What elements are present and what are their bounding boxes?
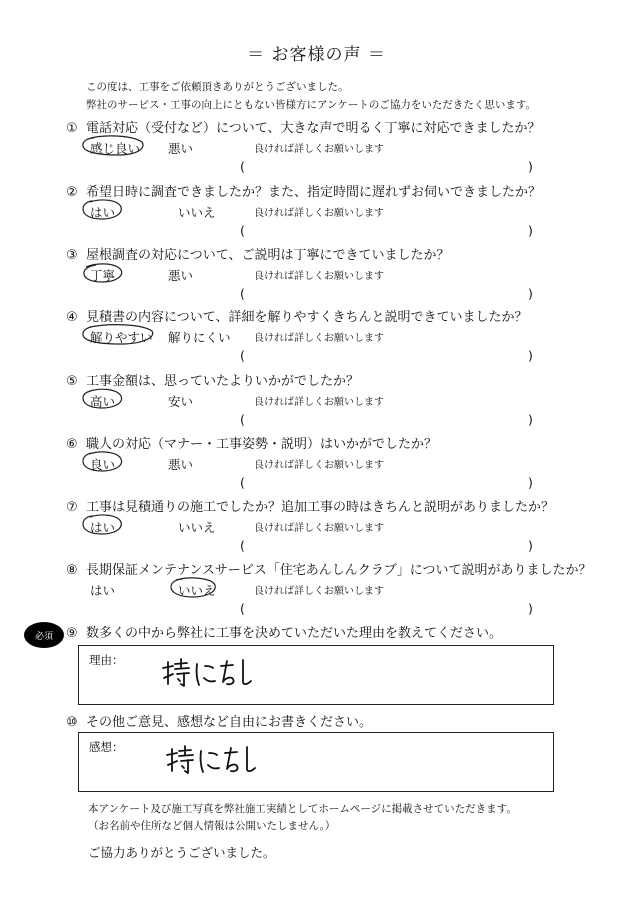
option-a[interactable]: 高い <box>90 394 116 409</box>
comment-field[interactable] <box>66 223 566 239</box>
paren-close: ) <box>528 475 533 490</box>
question-10 <box>66 711 372 730</box>
question-9 <box>66 622 502 641</box>
comment-field[interactable] <box>66 159 566 175</box>
question-text <box>66 181 566 200</box>
comment-field[interactable] <box>66 286 566 302</box>
options-row <box>66 581 566 597</box>
option-b[interactable]: いいえ <box>178 583 216 598</box>
paren-open: ( <box>240 601 245 616</box>
paren-open: ( <box>240 348 245 363</box>
paren-open: ( <box>240 412 245 427</box>
paren-open: ( <box>240 286 245 301</box>
question-text <box>66 370 566 389</box>
question-4 <box>66 306 566 364</box>
paren-close: ) <box>528 538 533 553</box>
paren-close: ) <box>528 601 533 616</box>
detail-hint: 良ければ詳しくお願いします <box>254 208 384 219</box>
comment-field[interactable] <box>66 475 566 491</box>
question-number: ② <box>66 185 78 200</box>
question-number: ① <box>66 121 78 136</box>
option-b[interactable]: 悪い <box>168 268 194 283</box>
options-row <box>66 518 566 534</box>
question-7 <box>66 496 566 554</box>
detail-hint: 良ければ詳しくお願いします <box>254 333 384 344</box>
impression-answer-box[interactable] <box>78 732 554 792</box>
intro-line-2: 弊社のサービス・工事の向上にともない皆様方にアンケートのご協力をいただきたく思います。 <box>86 99 537 111</box>
option-a[interactable]: 感じ良い <box>90 141 141 156</box>
question-6 <box>66 433 566 491</box>
question-text <box>66 496 566 515</box>
question-2 <box>66 181 566 239</box>
option-a[interactable]: はい <box>90 520 116 535</box>
option-b[interactable]: 安い <box>168 394 194 409</box>
paren-close: ) <box>528 286 533 301</box>
options-row <box>66 455 566 471</box>
detail-hint: 良ければ詳しくお願いします <box>254 523 384 534</box>
handwritten-answer <box>163 741 263 781</box>
option-b[interactable]: 解りにくい <box>168 330 231 345</box>
comment-field[interactable] <box>66 601 566 617</box>
question-3 <box>66 244 566 302</box>
question-5 <box>66 370 566 428</box>
options-row <box>66 328 566 344</box>
comment-field[interactable] <box>66 538 566 554</box>
impression-label: 感想： <box>89 740 124 754</box>
option-b[interactable]: いいえ <box>178 520 216 535</box>
question-text <box>66 117 566 136</box>
paren-open: ( <box>240 475 245 490</box>
option-b[interactable]: 悪い <box>168 457 194 472</box>
thanks-message: ご協力ありがとうございました。 <box>88 845 276 860</box>
options-row <box>66 266 566 282</box>
required-badge: 必須 <box>24 622 64 648</box>
comment-field[interactable] <box>66 412 566 428</box>
question-label: 工事金額は、思っていたよりいかがでしたか？ <box>86 374 360 389</box>
option-a[interactable]: 解りやすい <box>90 330 153 345</box>
question-text <box>66 244 566 263</box>
option-a[interactable]: はい <box>90 583 116 598</box>
question-label: 電話対応（受付など）について、大きな声で明るく丁寧に対応できましたか？ <box>86 121 541 136</box>
question-label: 屋根調査の対応について、ご説明は丁寧にできていましたか？ <box>86 248 450 263</box>
question-label: 見積書の内容について、詳細を解りやすくきちんと説明できていましたか？ <box>86 310 528 325</box>
paren-close: ) <box>528 159 533 174</box>
question-label: 数多くの中から弊社に工事を決めていただいた理由を教えてください。 <box>86 626 503 641</box>
comment-field[interactable] <box>66 348 566 364</box>
question-number: ⑦ <box>66 500 78 515</box>
question-number: ④ <box>66 310 78 325</box>
detail-hint: 良ければ詳しくお願いします <box>254 460 384 471</box>
footer-note-2: （お名前や住所など個人情報は公開いたしません。） <box>88 820 336 832</box>
detail-hint: 良ければ詳しくお願いします <box>254 271 384 282</box>
question-number: ⑥ <box>66 437 78 452</box>
question-number: ⑩ <box>66 715 78 730</box>
question-label: 希望日時に調査できましたか？また、指定時間に遅れずお伺いできましたか？ <box>86 185 542 200</box>
paren-close: ) <box>528 223 533 238</box>
paren-open: ( <box>240 223 245 238</box>
question-text <box>66 559 592 578</box>
question-label: その他ご意見、感想など自由にお書きください。 <box>86 715 373 730</box>
options-row <box>66 203 566 219</box>
detail-hint: 良ければ詳しくお願いします <box>254 397 384 408</box>
detail-hint: 良ければ詳しくお願いします <box>254 144 384 155</box>
question-number: ③ <box>66 248 78 263</box>
options-row <box>66 139 566 155</box>
question-label: 職人の対応（マナー・工事姿勢・説明）はいかがでしたか？ <box>86 437 438 452</box>
question-1 <box>66 117 566 175</box>
question-label: 工事は見積通りの施工でしたか？追加工事の時はきちんと説明がありましたか？ <box>86 500 555 515</box>
question-text <box>66 306 566 325</box>
option-b[interactable]: 悪い <box>168 141 194 156</box>
option-a[interactable]: はい <box>90 205 116 220</box>
question-number: ⑨ <box>66 626 78 641</box>
question-label: 長期保証メンテナンスサービス「住宅あんしんクラブ」について説明がありましたか？ <box>86 563 592 578</box>
reason-answer-box[interactable] <box>78 645 554 705</box>
handwritten-answer <box>159 654 259 694</box>
intro-line-1: この度は、工事をご依頼頂きありがとうございました。 <box>86 81 349 93</box>
question-number: ⑧ <box>66 563 78 578</box>
option-a[interactable]: 良い <box>90 457 116 472</box>
reason-label: 理由： <box>89 653 124 667</box>
question-number: ⑤ <box>66 374 78 389</box>
page-title: ＝ お客様の声 ＝ <box>247 45 386 65</box>
option-b[interactable]: いいえ <box>178 205 216 220</box>
paren-close: ) <box>528 348 533 363</box>
question-text <box>66 433 566 452</box>
detail-hint: 良ければ詳しくお願いします <box>254 586 384 597</box>
question-8 <box>66 559 592 617</box>
footer-note-1: 本アンケート及び施工写真を弊社施工実績としてホームページに掲載させていただきます。 <box>88 803 517 815</box>
paren-open: ( <box>240 159 245 174</box>
option-a[interactable]: 丁寧 <box>90 268 116 283</box>
paren-open: ( <box>240 538 245 553</box>
options-row <box>66 392 566 408</box>
paren-close: ) <box>528 412 533 427</box>
